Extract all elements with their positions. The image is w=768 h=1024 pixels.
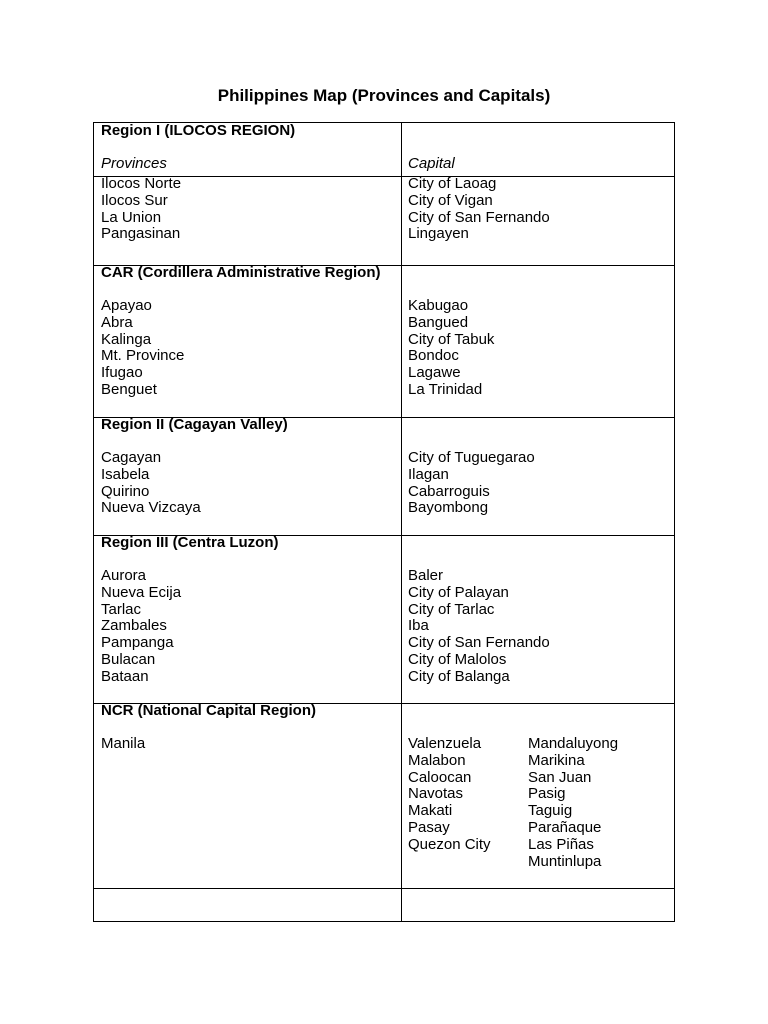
list-item: Navotas — [408, 785, 464, 803]
list-item: City of Tuguegarao — [408, 449, 535, 466]
list-item: Pasig — [528, 785, 566, 803]
list-item: Ilocos Norte — [101, 175, 182, 192]
list-item: City of Balanga — [408, 667, 510, 685]
ncr-heading: NCR (National Capital Region) — [101, 702, 317, 719]
list-item: Ilocos Sur — [101, 191, 168, 209]
list-item: La Union — [101, 208, 162, 226]
car-heading: CAR (Cordillera Administrative Region) — [101, 264, 381, 281]
list-item: City of Tabuk — [408, 330, 495, 348]
ncr-cities-col1 — [408, 736, 491, 854]
list-item: Ilagan — [408, 465, 449, 483]
row-divider-ncr — [94, 888, 674, 889]
list-item: Nueva Vizcaya — [101, 499, 201, 517]
list-item: Quezon City — [408, 835, 491, 853]
list-item: Bataan — [101, 667, 149, 685]
list-item: Zambales — [101, 617, 167, 635]
car-capitals — [408, 298, 494, 399]
ncr-cities-col2 — [528, 736, 618, 870]
list-item: Bangued — [408, 313, 469, 331]
list-item: City of Tarlac — [408, 600, 495, 618]
car-provinces — [101, 298, 184, 399]
ncr-provinces — [101, 736, 145, 753]
list-item: Isabela — [101, 465, 150, 483]
region2-provinces — [101, 450, 201, 517]
list-item: City of Laoag — [408, 175, 497, 192]
list-item: Abra — [101, 313, 133, 331]
region2-heading: Region II (Cagayan Valley) — [101, 416, 288, 433]
region2-capitals — [408, 450, 535, 517]
list-item: Caloocan — [408, 768, 472, 786]
list-item: Apayao — [101, 297, 152, 314]
list-item: Baler — [408, 567, 444, 584]
list-item: Muntinlupa — [528, 852, 602, 870]
list-item: Valenzuela — [408, 735, 482, 752]
list-item: Pangasinan — [101, 225, 181, 243]
list-item: Pampanga — [101, 634, 174, 652]
provinces-table — [93, 122, 675, 922]
list-item: Bulacan — [101, 650, 156, 668]
list-item: City of Malolos — [408, 650, 507, 668]
list-item: Mandaluyong — [528, 735, 619, 752]
region1-capitals — [408, 176, 550, 243]
list-item: Lagawe — [408, 364, 461, 382]
list-item: Cagayan — [101, 449, 162, 466]
list-item: Bayombong — [408, 499, 489, 517]
list-item: Cabarroguis — [408, 482, 490, 500]
list-item: Lingayen — [408, 225, 469, 243]
list-item: La Trinidad — [408, 380, 483, 398]
document-title: Philippines Map (Provinces and Capitals) — [217, 86, 551, 105]
list-item: Mt. Province — [101, 347, 185, 365]
list-item: City of San Fernando — [408, 208, 550, 226]
list-item: Marikina — [528, 751, 585, 769]
list-item: Makati — [408, 802, 453, 820]
region3-capitals — [408, 568, 550, 686]
list-item: Las Piñas — [528, 835, 594, 853]
list-item: San Juan — [528, 768, 592, 786]
list-item: Manila — [101, 735, 146, 752]
region1-heading: Region I (ILOCOS REGION) — [101, 122, 296, 139]
list-item: Pasay — [408, 818, 450, 836]
list-item: City of Vigan — [408, 191, 493, 209]
region1-provinces — [101, 176, 181, 243]
list-item: Nueva Ecija — [101, 583, 182, 601]
list-item: City of San Fernando — [408, 634, 550, 652]
list-item: Ifugao — [101, 364, 143, 382]
list-item: Kabugao — [408, 297, 469, 314]
list-item: Iba — [408, 617, 429, 635]
column-divider — [401, 123, 402, 921]
list-item: Quirino — [101, 482, 150, 500]
list-item: Parañaque — [528, 818, 602, 836]
list-item: City of Palayan — [408, 583, 509, 601]
provinces-label: Provinces — [101, 155, 167, 172]
list-item: Malabon — [408, 751, 466, 769]
list-item: Taguig — [528, 802, 573, 820]
list-item: Kalinga — [101, 330, 152, 348]
capital-label: Capital — [408, 155, 455, 172]
list-item: Bondoc — [408, 347, 459, 365]
list-item: Aurora — [101, 567, 147, 584]
list-item: Tarlac — [101, 600, 142, 618]
region3-heading: Region III (Centra Luzon) — [101, 534, 279, 551]
region3-provinces — [101, 568, 181, 686]
list-item: Benguet — [101, 380, 157, 398]
